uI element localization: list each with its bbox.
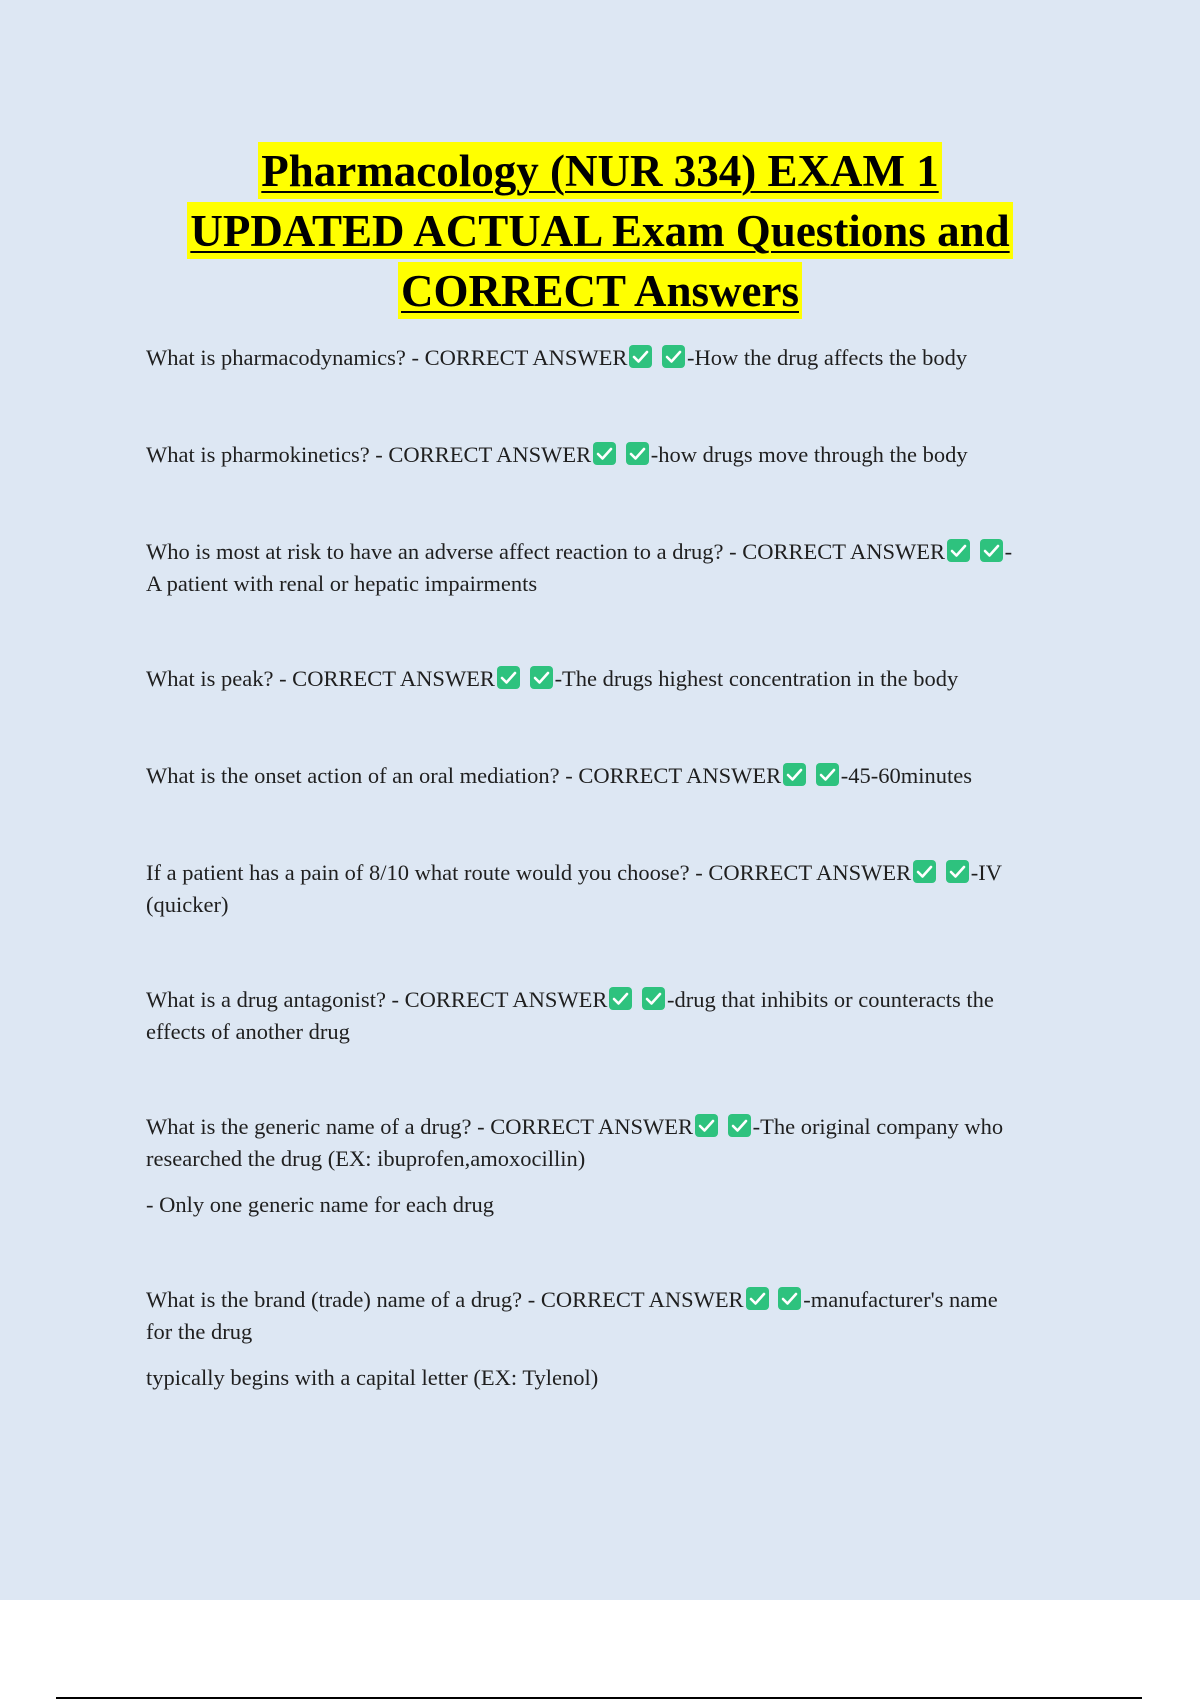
- qa-item-generic-name: [146, 1111, 1086, 1221]
- qa-item-adverse-reaction-risk: [146, 536, 1086, 600]
- check-mark-button-icon: [783, 763, 806, 786]
- title-line-3: CORRECT Answers: [398, 262, 802, 319]
- qa-item-brand-name: [146, 1284, 1086, 1394]
- answer-continuation: A patient with renal or hepatic impairments: [146, 571, 538, 596]
- answer-note: - Only one generic name for each drug: [146, 1192, 494, 1217]
- answer-text: -IV: [970, 860, 1002, 885]
- answer-continuation: researched the drug (EX: ibuprofen,amoxocillin): [146, 1146, 586, 1171]
- check-mark-button-icon: [629, 345, 652, 368]
- answer-continuation: (quicker): [146, 892, 229, 917]
- qa-item-peak: [146, 663, 1086, 695]
- qa-item-drug-antagonist: [146, 984, 1086, 1048]
- qa-item-pharmokinetics: [146, 439, 1086, 471]
- qa-item-onset-action: [146, 760, 1086, 792]
- answer-text: -The drugs highest concentration in the body: [554, 666, 959, 691]
- check-mark-button-icon: [593, 442, 616, 465]
- check-mark-button-icon: [946, 860, 969, 883]
- question-text: What is pharmokinetics? - CORRECT ANSWER: [146, 442, 592, 467]
- question-text: Who is most at risk to have an adverse affect reaction to a drug? - CORRECT ANSWER: [146, 539, 945, 564]
- check-mark-button-icon: [662, 345, 685, 368]
- answer-text: -How the drug affects the body: [687, 345, 968, 370]
- check-mark-button-icon: [947, 539, 970, 562]
- question-text: What is the brand (trade) name of a drug? - CORRECT ANSWER: [146, 1287, 744, 1312]
- answer-text: -The original company who: [752, 1114, 1004, 1139]
- title-line-1: Pharmacology (NUR 334) EXAM 1: [258, 142, 941, 199]
- check-mark-button-icon: [778, 1287, 801, 1310]
- check-mark-button-icon: [642, 987, 665, 1010]
- answer-text: -drug that inhibits or counteracts the: [667, 987, 994, 1012]
- check-mark-button-icon: [913, 860, 936, 883]
- question-text: What is pharmacodynamics? - CORRECT ANSWER: [146, 345, 628, 370]
- check-mark-button-icon: [980, 539, 1003, 562]
- check-mark-button-icon: [530, 666, 553, 689]
- check-mark-button-icon: [609, 987, 632, 1010]
- question-text: What is peak? - CORRECT ANSWER: [146, 666, 495, 691]
- answer-text: -: [1004, 539, 1013, 564]
- question-text: If a patient has a pain of 8/10 what route would you choose? - CORRECT ANSWER: [146, 860, 912, 885]
- answer-text: -45-60minutes: [840, 763, 972, 788]
- check-mark-button-icon: [497, 666, 520, 689]
- qa-item-pain-route: [146, 857, 1086, 921]
- answer-continuation: for the drug: [146, 1319, 253, 1344]
- check-mark-button-icon: [626, 442, 649, 465]
- answer-text: -how drugs move through the body: [650, 442, 968, 467]
- qa-item-pharmacodynamics: [146, 342, 1086, 374]
- document-title: [100, 142, 1100, 322]
- answer-continuation: effects of another drug: [146, 1019, 350, 1044]
- answer-note: typically begins with a capital letter (EX: Tylenol): [146, 1365, 599, 1390]
- question-text: What is the generic name of a drug? - CORRECT ANSWER: [146, 1114, 693, 1139]
- question-text: What is the onset action of an oral mediation? - CORRECT ANSWER: [146, 763, 782, 788]
- check-mark-button-icon: [746, 1287, 769, 1310]
- answer-text: -manufacturer's name: [803, 1287, 998, 1312]
- check-mark-button-icon: [816, 763, 839, 786]
- footer-divider: [56, 1697, 1142, 1699]
- question-text: What is a drug antagonist? - CORRECT ANSWER: [146, 987, 608, 1012]
- check-mark-button-icon: [728, 1114, 751, 1137]
- title-line-2: UPDATED ACTUAL Exam Questions and: [187, 202, 1012, 259]
- check-mark-button-icon: [695, 1114, 718, 1137]
